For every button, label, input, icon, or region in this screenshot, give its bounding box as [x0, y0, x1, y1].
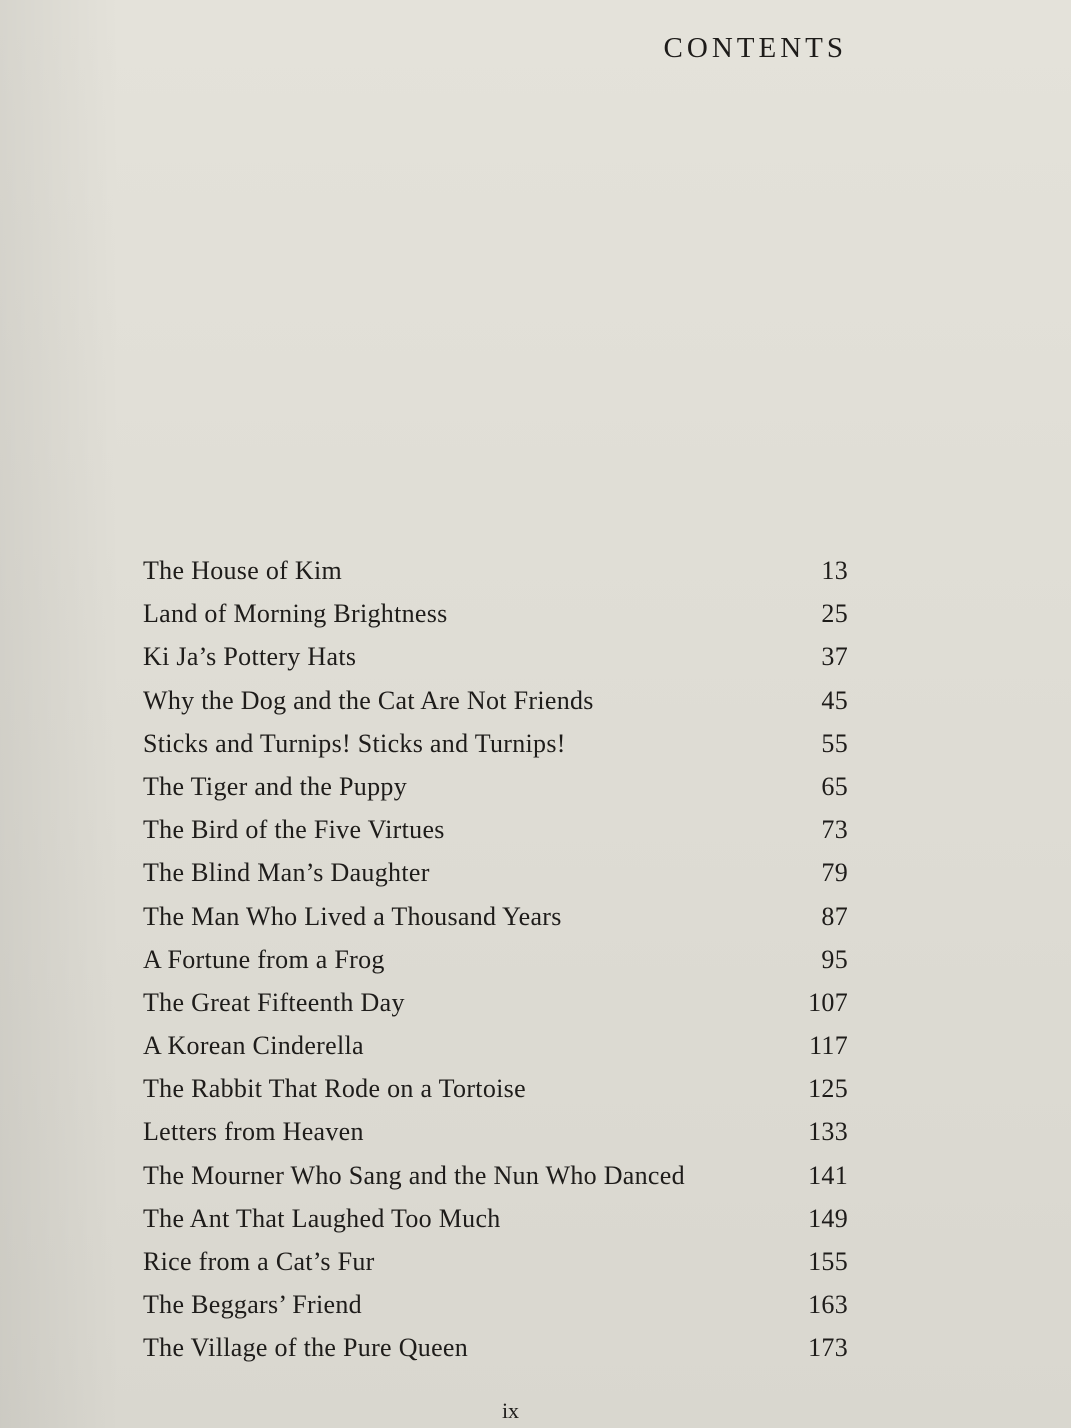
toc-entry-page: 45: [821, 685, 848, 715]
toc-entry-title: Sticks and Turnips! Sticks and Turnips!: [143, 728, 566, 758]
toc-entry-page: 13: [821, 556, 848, 585]
toc-entry-page: 95: [821, 944, 848, 974]
toc-entry-title: A Korean Cinderella: [143, 1031, 364, 1061]
toc-entry-title: The Man Who Lived a Thousand Years: [143, 901, 562, 931]
toc-entry: [143, 1067, 848, 1110]
toc-entry-page: 125: [808, 1074, 848, 1104]
toc-entry-title: The Great Fifteenth Day: [143, 987, 405, 1017]
toc-entry: [143, 1240, 848, 1283]
toc-entry-title: The Beggars’ Friend: [143, 1290, 362, 1320]
toc-entry: [143, 938, 848, 981]
toc-entry-page: 155: [808, 1247, 848, 1276]
toc-entry: [143, 851, 848, 894]
toc-entry-page: 133: [808, 1117, 848, 1147]
toc-entry: [143, 1024, 848, 1067]
toc-entry-page: 73: [821, 815, 848, 845]
toc-entry: [143, 679, 848, 722]
toc-entry-page: 79: [821, 858, 848, 888]
toc-entry: [143, 895, 848, 938]
toc-entry-title: Ki Ja’s Pottery Hats: [143, 642, 357, 672]
toc-entry-title: The Blind Man’s Daughter: [143, 858, 430, 888]
toc-entry-page: 173: [808, 1333, 848, 1363]
toc-entry: [143, 592, 848, 635]
toc-entry-page: 107: [808, 987, 848, 1017]
toc-entry: [143, 981, 848, 1024]
toc-entry-title: The Bird of the Five Virtues: [143, 815, 445, 845]
toc-entry-page: 163: [808, 1290, 848, 1320]
toc-entry-title: The Village of the Pure Queen: [143, 1333, 469, 1363]
toc-entry-page: 25: [821, 599, 848, 629]
toc-entry-title: The Mourner Who Sang and the Nun Who Danced: [143, 1160, 685, 1190]
page-title: CONTENTS: [663, 32, 847, 64]
page-number: ix: [501, 1398, 520, 1423]
toc-entry-title: The Rabbit That Rode on a Tortoise: [143, 1074, 526, 1104]
toc-entry: [143, 549, 848, 592]
toc-entry-title: Rice from a Cat’s Fur: [143, 1247, 375, 1276]
toc-entry-title: The House of Kim: [143, 556, 343, 585]
toc-entry-page: 87: [821, 901, 848, 931]
toc-entry-title: Letters from Heaven: [143, 1117, 364, 1147]
toc-entry: [143, 1326, 848, 1369]
toc-entry-page: 65: [821, 771, 848, 801]
toc-entry-page: 55: [821, 728, 848, 758]
toc-entry: [143, 1283, 848, 1326]
toc-entry-page: 149: [808, 1203, 848, 1233]
toc-entry: [143, 1197, 848, 1240]
toc-entry-title: Land of Morning Brightness: [143, 599, 448, 629]
toc-entry: [143, 722, 848, 765]
toc-entry-page: 117: [809, 1031, 848, 1061]
toc-entry-title: The Ant That Laughed Too Much: [143, 1203, 501, 1233]
toc-entry: [143, 765, 848, 808]
toc-entry: [143, 1110, 848, 1153]
toc-entry: [143, 1154, 848, 1197]
toc-entry-title: The Tiger and the Puppy: [143, 771, 408, 801]
toc-entry: [143, 808, 848, 851]
toc-entry-page: 141: [808, 1160, 848, 1190]
toc-entry: [143, 635, 848, 678]
toc-entry-title: A Fortune from a Frog: [143, 944, 385, 974]
table-of-contents: [143, 549, 848, 1370]
toc-entry-page: 37: [821, 642, 848, 672]
toc-entry-title: Why the Dog and the Cat Are Not Friends: [143, 685, 594, 715]
